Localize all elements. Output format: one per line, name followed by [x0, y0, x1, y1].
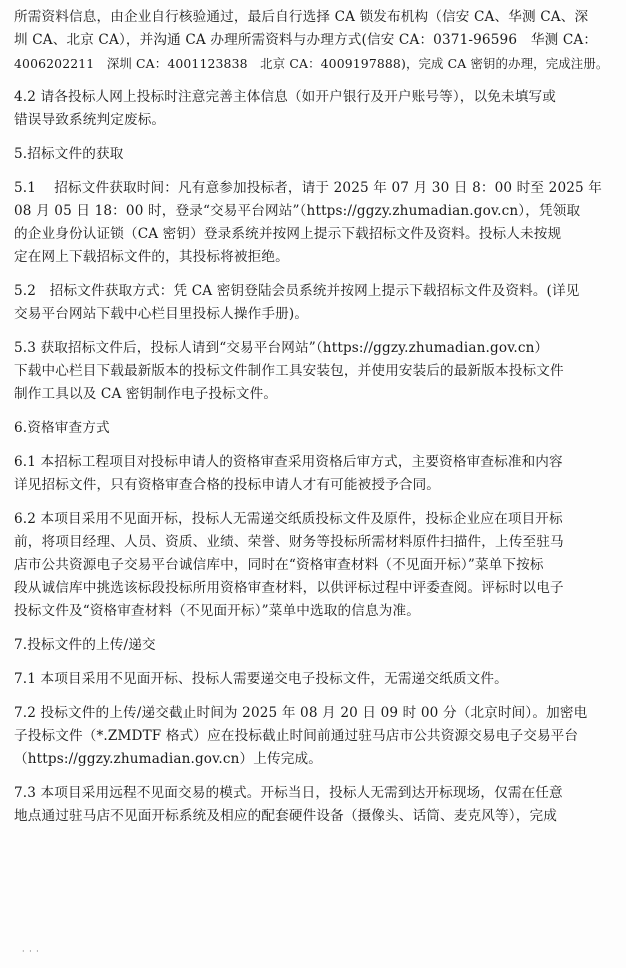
scan-specks: · · · — [22, 947, 40, 956]
text-line: 5.1 招标文件获取时间：凡有意参加投标者，请于 2025 年 07 月 30 日 8：00 时至 2025 年 — [14, 180, 603, 196]
text-line: 7.2 投标文件的上传/递交截止时间为 2025 年 08 月 20 日 09 时 00 分（北京时间）。加密电 — [14, 705, 588, 721]
paragraph-gap — [14, 75, 612, 86]
paragraph-gap — [14, 771, 612, 782]
text-line: 5.招标文件的获取 — [14, 146, 124, 162]
text-line: 7.1 本项目采用不见面开标、投标人需要递交电子投标文件，无需递交纸质文件。 — [14, 671, 508, 687]
text-line: 制作工具以及 CA 密钥制作电子投标文件。 — [14, 386, 278, 402]
text-line: 交易平台网站下载中心栏目里投标人操作手册)。 — [14, 306, 309, 322]
text-line: 圳 CA、北京 CA），并沟通 CA 办理所需资料与办理方式(信安 CA：0371-96596 华测 CA： — [14, 32, 598, 48]
text-line: 6.资格审查方式 — [14, 420, 110, 436]
text-line: （https://ggzy.zhumadian.gov.cn）上传完成。 — [14, 751, 322, 767]
text-line: 6.1 本招标工程项目对投标申请人的资格审查采用资格后审方式，主要资格审查标准和内容 — [14, 454, 563, 470]
document-body — [14, 6, 612, 828]
text-line: 地点通过驻马店不见面开标系统及相应的配套硬件设备（摄像头、话筒、麦克风等），完成 — [14, 808, 557, 824]
paragraph-gap — [14, 440, 612, 451]
text-line: 下载中心栏目下载最新版本的投标文件制作工具安装包，并使用安装后的最新版本投标文件 — [14, 363, 564, 379]
text-line: 08 月 05 日 18：00 时，登录“交易平台网站”（https://ggzy.zhumadian.gov.cn），凭领取 — [14, 203, 581, 219]
text-line: 的企业身份认证锁（CA 密钥）登录系统并按网上提示下载招标文件及资料。投标人未按规 — [14, 226, 562, 242]
text-line: 店市公共资源电子交易平台诚信库中，同时在“资格审查材料（不见面开标）”菜单下按标 — [14, 557, 544, 573]
paragraph-gap — [14, 132, 612, 143]
paragraph-gap — [14, 623, 612, 634]
text-line: 4.2 请各投标人网上投标时注意完善主体信息（如开户银行及开户账号等），以免未填写或 — [14, 89, 556, 105]
paragraph-gap — [14, 269, 612, 280]
text-line: 子投标文件（*.ZMDTF 格式）应在投标截止时间前通过驻马店市公共资源交易电子交易平台 — [14, 728, 579, 744]
text-line: 6.2 本项目采用不见面开标，投标人无需递交纸质投标文件及原件，投标企业应在项目开标 — [14, 511, 563, 527]
paragraph-gap — [14, 326, 612, 337]
text-line: 7.3 本项目采用远程不见面交易的模式。开标当日，投标人无需到达开标现场，仅需在任意 — [14, 785, 563, 801]
text-line: 4006202211 深圳 CA：4001123838 北京 CA：4009197888)，完成 CA 密钥的办理，完成注册。 — [14, 56, 609, 71]
text-line: 5.3 获取招标文件后，投标人请到“交易平台网站”（https://ggzy.zhumadian.gov.cn） — [14, 340, 549, 356]
paragraph-gap — [14, 657, 612, 668]
text-line: 定在网上下载招标文件的，其投标将被拒绝。 — [14, 249, 289, 265]
text-line: 5.2 招标文件获取方式：凭 CA 密钥登陆会员系统并按网上提示下载招标文件及资料。(详见 — [14, 283, 580, 299]
text-line: 所需资料信息，由企业自行核验通过，最后自行选择 CA 锁发布机构（信安 CA、华测 CA、深 — [14, 9, 589, 25]
paragraph-gap — [14, 497, 612, 508]
text-line: 前，将项目经理、人员、资质、业绩、荣誉、财务等投标所需材料原件扫描件，上传至驻马 — [14, 534, 564, 550]
text-line: 7.投标文件的上传/递交 — [14, 637, 156, 653]
text-line: 投标文件及“资格审查材料（不见面开标）”菜单中选取的信息为准。 — [14, 603, 420, 619]
text-line: 详见招标文件，只有资格审查合格的投标申请人才有可能被授予合同。 — [14, 477, 441, 493]
paragraph-gap — [14, 166, 612, 177]
paragraph-gap — [14, 406, 612, 417]
text-line: 段从诚信库中挑选该标段投标所用资格审查材料，以供评标过程中评委查阅。评标时以电子 — [14, 580, 564, 596]
paragraph-gap — [14, 691, 612, 702]
text-line: 错误导致系统判定废标。 — [14, 112, 166, 128]
